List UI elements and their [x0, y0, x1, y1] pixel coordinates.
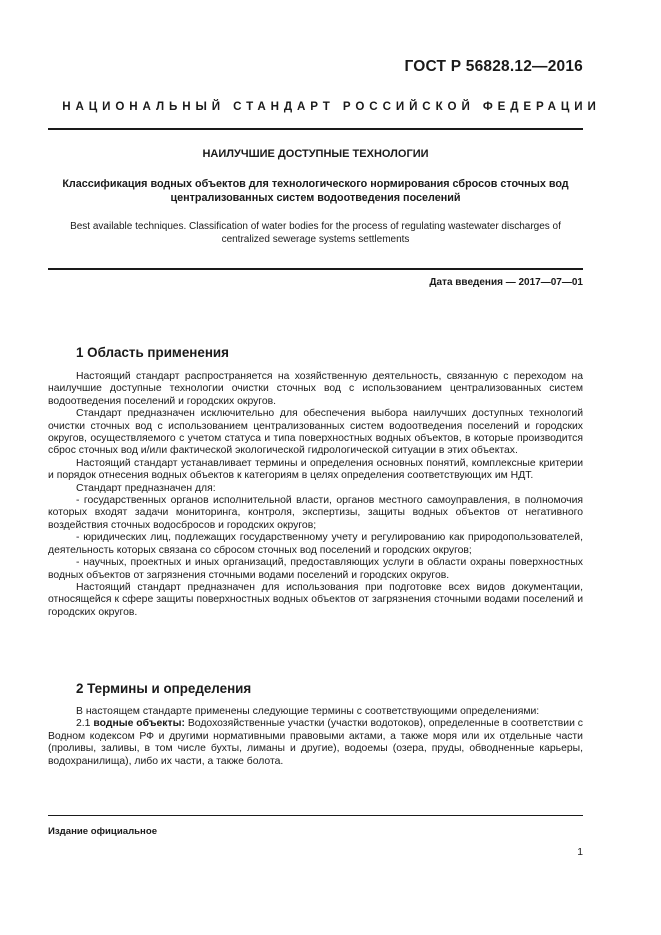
term: водные объекты:: [93, 718, 185, 730]
paragraph: Настоящий стандарт устанавливает термины и определения основных понятий, комплексные критерии и порядок отнесения водных объектов к категориям в целях определения соответствующих им НДТ.: [48, 457, 583, 482]
national-standard-heading: НАЦИОНАЛЬНЫЙ СТАНДАРТ РОССИЙСКОЙ ФЕДЕРАЦИИ: [62, 100, 601, 113]
title-rule: [48, 268, 583, 270]
document-title-english: Best available techniques. Classification of water bodies for the process of regulating wastewater discharges of centralized sewerage systems settlements: [70, 221, 561, 245]
paragraph: Стандарт предназначен исключительно для обеспечения выбора наилучших доступных технологий очистки сточных вод с использованием централизованных систем водоотведения поселений и городских округов, осуществляемого с учетом статуса и типа поверхностных водных объектов, в которые производится сброс сточных вод и/или фактической экологической гидрологической ситуации в этих объектах.: [48, 408, 583, 457]
section-1-body: [48, 371, 583, 619]
date-of-introduction: Дата введения — 2017—07—01: [429, 277, 583, 288]
term-definition: [48, 718, 583, 768]
term-number: 2.1: [76, 718, 91, 730]
section-2-heading: 2 Термины и определения: [76, 681, 252, 696]
list-item: - юридических лиц, подлежащих государственному учету и регулированию как природопользователей, деятельность которых связана со сбросом сточных вод поселений и городских округов;: [48, 532, 583, 556]
section-2-body: [48, 706, 583, 768]
definition: Водохозяйственные участки (участки водотоков), определенные в соответствии с Водном кодексом РФ и другими нормативными правовыми актами, а также моря или их отдельные части (проливы, заливы, в том числе бухты, лиманы и другие), водоемы (озера, пруды, обводненные карьеры, водохранилища), либо их части, а также болота.: [48, 718, 583, 767]
section-1-heading: 1 Область применения: [76, 345, 229, 360]
paragraph: Настоящий стандарт распространяется на хозяйственную деятельность, связанную с переходом на наилучшие доступные технологии очистки сточных вод с использованием централизованных систем водоотведения поселений и городских округов.: [48, 371, 583, 407]
page-number: 1: [577, 847, 583, 858]
list-item: - государственных органов исполнительной власти, органов местного самоуправления, в полномочия которых входят задачи мониторинга, контроля, экспертизы, защиты водных объектов от негативного воздействия сточных водосбросов и городских округов;: [48, 495, 583, 531]
document-subtitle: Классификация водных объектов для технологического нормирования сбросов сточных вод централизованных систем водоотведения поселений: [62, 178, 569, 204]
top-rule: [48, 128, 583, 130]
list-item: - научных, проектных и иных организаций, предоставляющих услуги в области охраны поверхностных водных объектов от загрязнения сточными водами поселений и городских округов.: [48, 557, 583, 581]
footer-rule: [48, 815, 583, 816]
document-title: НАИЛУЧШИЕ ДОСТУПНЫЕ ТЕХНОЛОГИИ: [202, 148, 429, 160]
paragraph: В настоящем стандарте применены следующие термины с соответствующими определениями:: [76, 706, 540, 717]
paragraph: Настоящий стандарт предназначен для использования при подготовке всех видов документации, относящейся к сфере защиты поверхностных водных объектов от загрязнения сточными водами поселений и городских округов.: [48, 581, 583, 618]
gost-number: ГОСТ Р 56828.12—2016: [404, 58, 583, 75]
edition-label: Издание официальное: [48, 826, 158, 837]
paragraph: Стандарт предназначен для:: [76, 482, 216, 494]
